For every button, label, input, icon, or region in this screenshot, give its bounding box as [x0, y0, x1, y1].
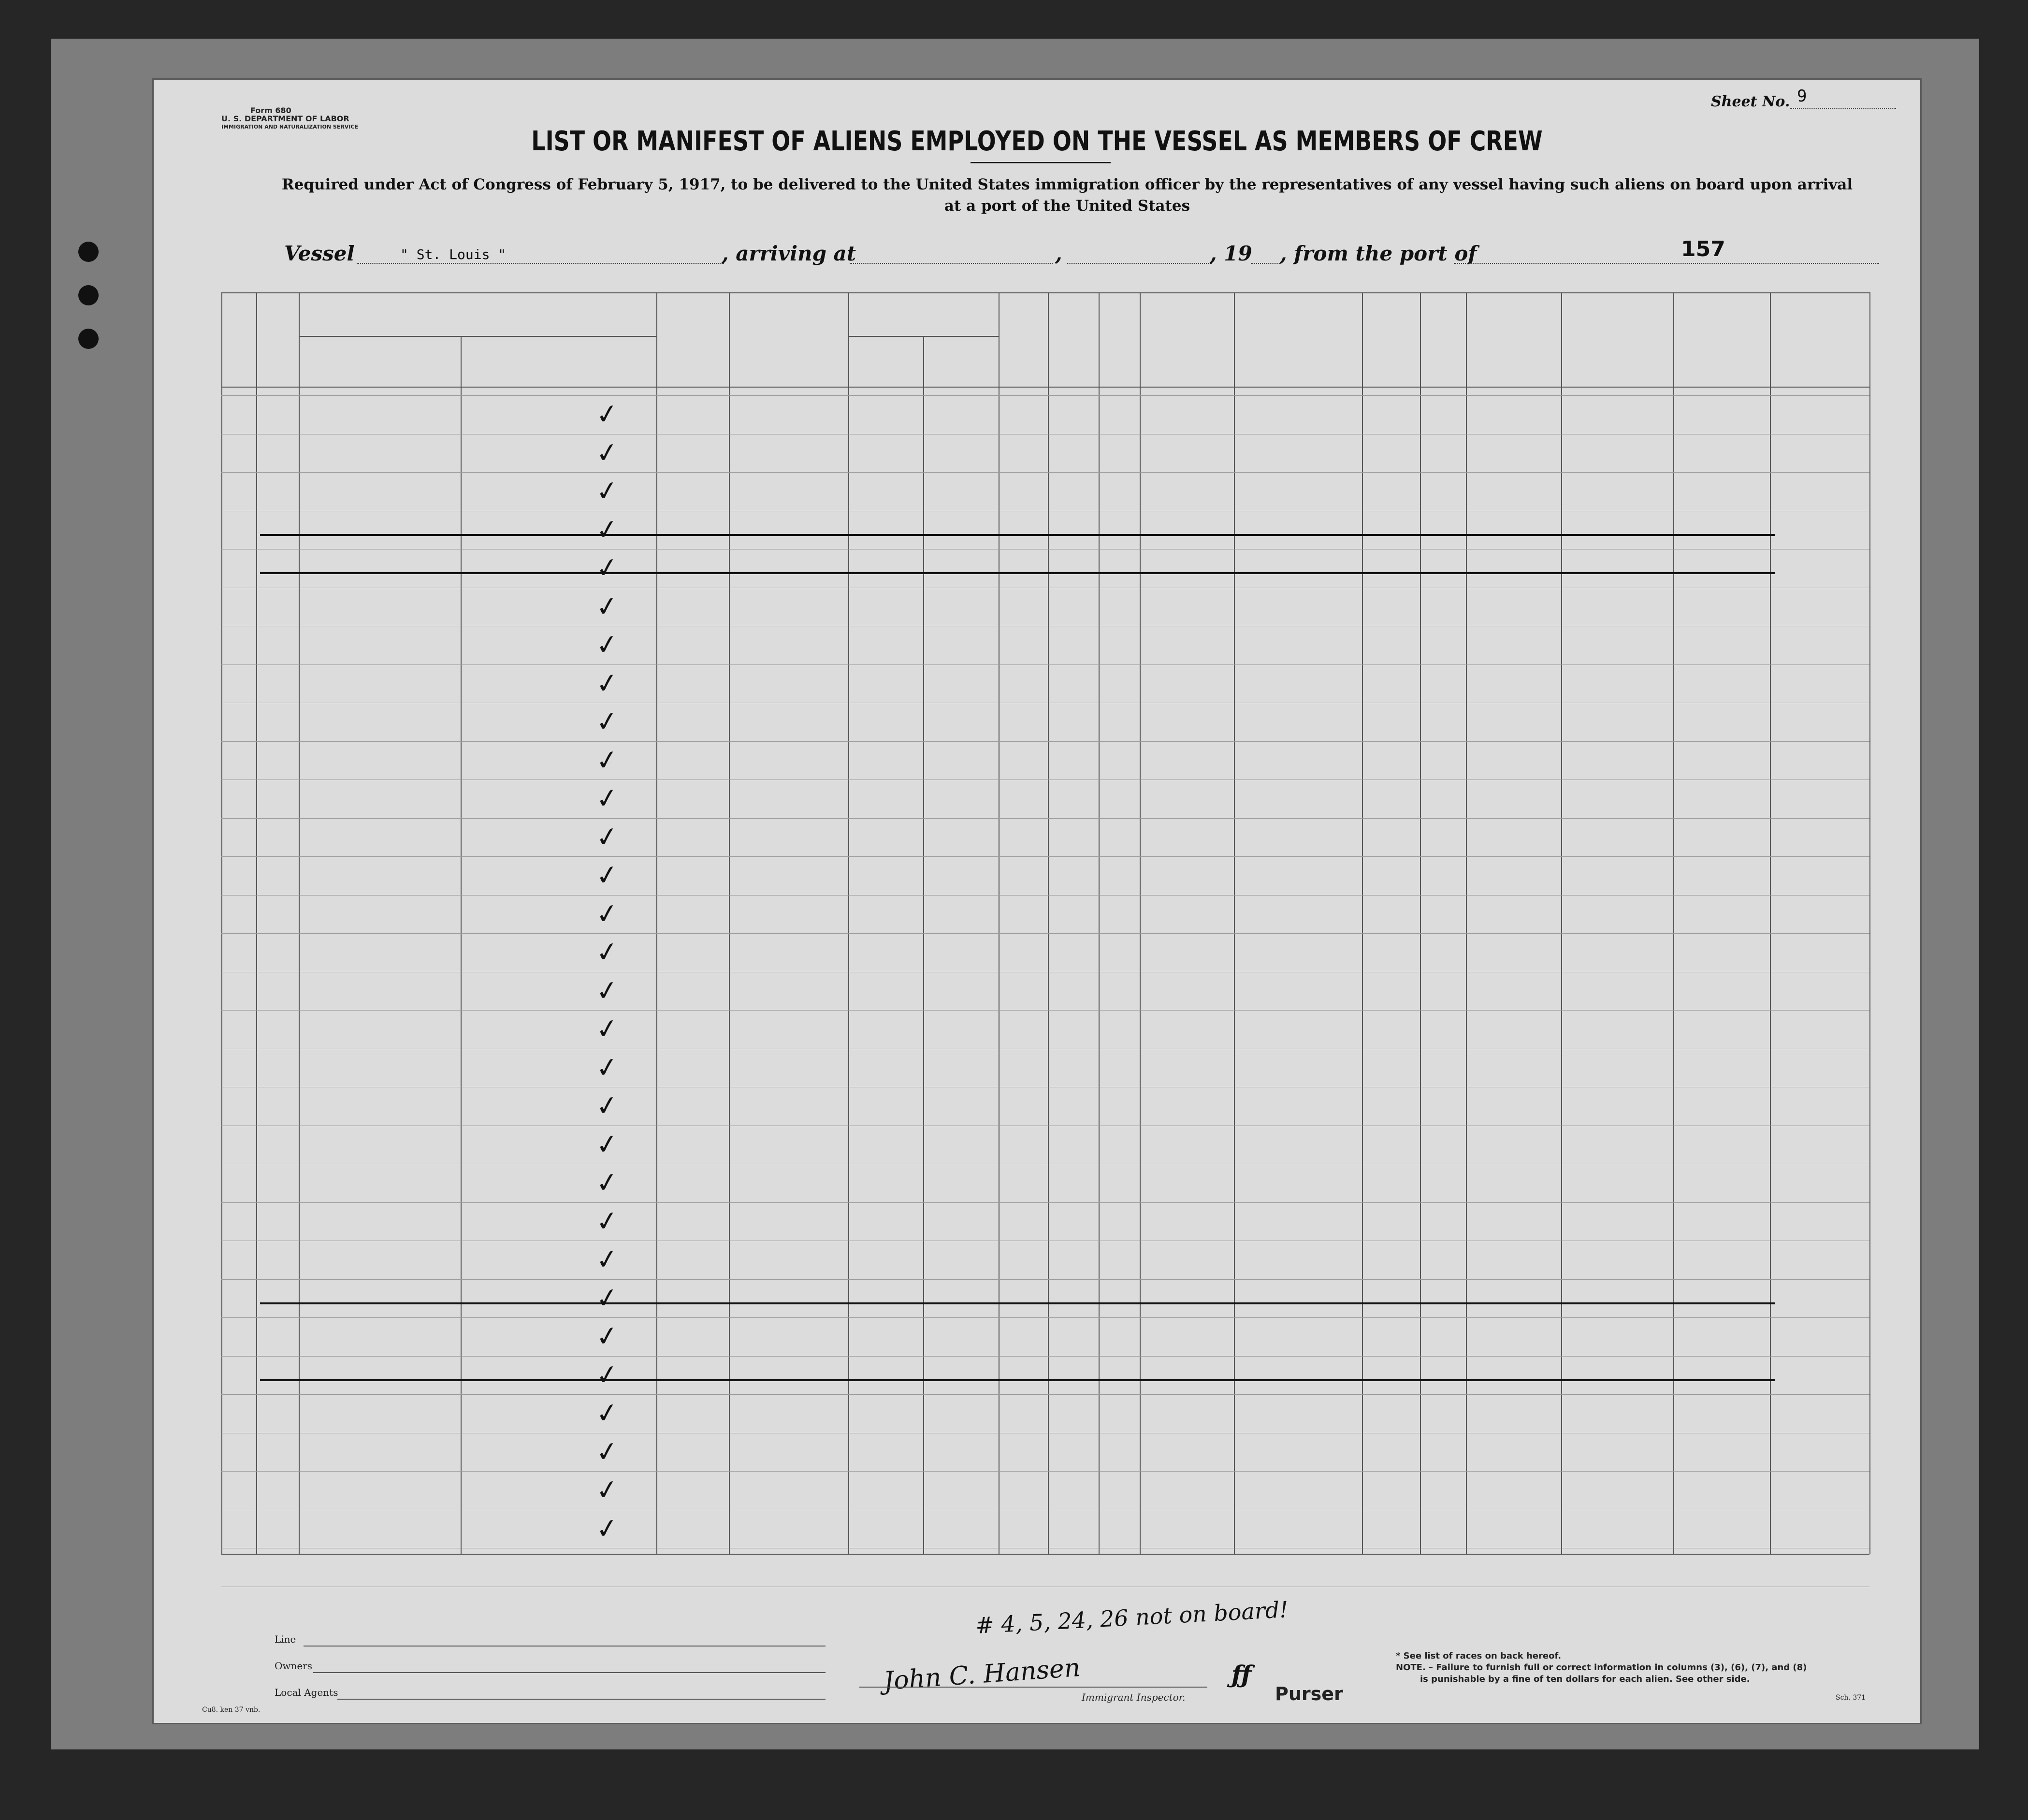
- column-divider: [256, 292, 257, 1554]
- year-label: , 19: [1210, 242, 1252, 265]
- port-label: , from the port of: [1280, 242, 1477, 265]
- owners-label: Owners: [275, 1660, 313, 1672]
- column-divider: [1099, 292, 1100, 1554]
- owners-field: [313, 1672, 826, 1673]
- check-mark-icon: ✓: [594, 551, 621, 585]
- subtitle-line-2: at a port of the United States: [944, 197, 1190, 215]
- check-mark-icon: ✓: [594, 1204, 621, 1239]
- manifest-title: LIST OR MANIFEST OF ALIENS EMPLOYED ON THE VESSEL AS MEMBERS OF CREW: [531, 126, 1543, 157]
- footnote-fine-1: NOTE. – Failure to furnish full or correct information in columns (3), (6), (7), and (8): [1396, 1662, 1807, 1673]
- check-mark-icon: ✓: [594, 397, 621, 432]
- check-mark-icon: ✓: [594, 1319, 621, 1354]
- check-mark-icon: ✓: [594, 1089, 621, 1123]
- column-divider: [1466, 292, 1467, 1554]
- strikethrough-line: [260, 534, 1775, 536]
- check-mark-icon: ✓: [594, 1358, 621, 1392]
- column-divider: [848, 292, 849, 1554]
- check-mark-icon: ✓: [594, 1473, 621, 1507]
- column-divider: [1048, 292, 1049, 1554]
- manifest-subtitle: [250, 174, 1884, 217]
- footnote-fine-2: is punishable by a fine of ten dollars for each alien. See other side.: [1420, 1674, 1750, 1684]
- ruled-line: [221, 818, 1869, 819]
- purser-signature-mark: ƒƒ: [1231, 1660, 1252, 1689]
- table-header-bottom: [221, 387, 1869, 388]
- inspector-signature-line: [859, 1687, 1207, 1688]
- column-divider: [999, 292, 1000, 1554]
- column-divider: [1234, 292, 1235, 1554]
- column-divider: [1561, 292, 1562, 1554]
- check-mark-icon: ✓: [594, 858, 621, 893]
- date-line: [1067, 263, 1212, 264]
- not-on-board-note: # 4, 5, 24, 26 not on board!: [975, 1596, 1289, 1639]
- form-number: Form 680: [250, 106, 291, 115]
- local-agents-field: [337, 1699, 826, 1700]
- purser-label: Purser: [1275, 1683, 1343, 1704]
- column-divider: [299, 292, 300, 1554]
- name-subheader-line: [299, 336, 656, 337]
- binder-hole: [78, 285, 99, 305]
- check-mark-icon: ✓: [594, 935, 621, 969]
- binder-hole: [78, 242, 99, 262]
- ruled-line: [221, 1356, 1869, 1357]
- vessel-label: Vessel: [284, 242, 355, 265]
- manifest-page: [154, 80, 1920, 1723]
- check-mark-icon: ✓: [594, 973, 621, 1008]
- check-mark-icon: ✓: [594, 435, 621, 470]
- column-divider: [1362, 292, 1363, 1554]
- column-divider: [461, 336, 462, 1554]
- check-mark-icon: ✓: [594, 781, 621, 816]
- ruled-line: [221, 472, 1869, 473]
- check-mark-icon: ✓: [594, 1012, 621, 1046]
- vessel-line: [284, 237, 1879, 266]
- check-mark-icon: ✓: [594, 1396, 621, 1430]
- vessel-name-line: [357, 263, 724, 264]
- check-mark-icon: ✓: [594, 666, 621, 701]
- check-mark-icon: ✓: [594, 1050, 621, 1085]
- check-mark-icon: ✓: [594, 1127, 621, 1162]
- check-mark-icon: ✓: [594, 1166, 621, 1200]
- ruled-line: [221, 895, 1869, 896]
- sheet-number-label: Sheet No.: [1711, 93, 1790, 110]
- check-mark-icon: ✓: [594, 1281, 621, 1315]
- arriving-line: [850, 263, 1053, 264]
- inspector-label: Immigrant Inspector.: [1082, 1691, 1186, 1703]
- ruled-line: [221, 856, 1869, 857]
- ruled-line: [221, 1317, 1869, 1318]
- arriving-label: , arriving at: [722, 242, 856, 265]
- vessel-name-value: " St. Louis ": [400, 246, 507, 262]
- ruled-line: [221, 933, 1869, 934]
- footnote-races: * See list of races on back hereof.: [1396, 1651, 1562, 1661]
- ruled-line: [221, 1202, 1869, 1203]
- ruled-line: [221, 1010, 1869, 1011]
- column-divider: [221, 292, 222, 1554]
- service-name: IMMIGRATION AND NATURALIZATION SERVICE: [221, 124, 359, 130]
- inspector-signature: John C. Hansen: [883, 1653, 1082, 1696]
- sheet-number-value: 9: [1797, 87, 1807, 106]
- check-mark-icon: ✓: [594, 512, 621, 547]
- check-mark-icon: ✓: [594, 896, 621, 931]
- year-line: [1251, 263, 1280, 264]
- schedule-code: Sch. 371: [1836, 1694, 1866, 1702]
- strikethrough-line: [260, 1302, 1775, 1304]
- strikethrough-line: [260, 1379, 1775, 1381]
- column-divider: [923, 336, 924, 1554]
- subtitle-line-1: Required under Act of Congress of February 5, 1917, to be delivered to the United States immigration officer by the representatives of any vessel having such aliens on board upon arrival: [281, 176, 1853, 193]
- column-divider: [1673, 292, 1674, 1554]
- column-divider: [1770, 292, 1771, 1554]
- strikethrough-line: [260, 572, 1775, 574]
- check-mark-icon: ✓: [594, 628, 621, 662]
- port-line: [1454, 263, 1879, 264]
- ruled-line: [221, 1471, 1869, 1472]
- ruled-line: [221, 664, 1869, 665]
- page-mark: 157: [1681, 237, 1725, 261]
- line-field: [304, 1646, 826, 1647]
- ruled-line: [221, 741, 1869, 742]
- check-mark-icon: ✓: [594, 1434, 621, 1469]
- ruled-line: [221, 1394, 1869, 1395]
- line-label: Line: [275, 1633, 296, 1645]
- column-divider: [656, 292, 657, 1554]
- column-divider: [1869, 292, 1870, 1554]
- check-mark-icon: ✓: [594, 1242, 621, 1277]
- column-divider: [729, 292, 730, 1554]
- local-agents-label: Local Agents: [275, 1687, 338, 1698]
- check-mark-icon: ✓: [594, 820, 621, 854]
- ruled-line: [221, 395, 1869, 396]
- print-code: Cu8. ken 37 vnb.: [202, 1706, 261, 1714]
- department-name: U. S. DEPARTMENT OF LABOR: [221, 114, 349, 123]
- binder-hole: [78, 329, 99, 349]
- table-bottom-border: [221, 1554, 1869, 1555]
- table-top-border: [221, 292, 1869, 293]
- title-underline: [971, 162, 1111, 163]
- column-divider: [1420, 292, 1421, 1554]
- check-mark-icon: ✓: [594, 743, 621, 778]
- column-divider: [1140, 292, 1141, 1554]
- check-mark-icon: ✓: [594, 589, 621, 624]
- check-mark-icon: ✓: [594, 705, 621, 739]
- date-comma: ,: [1055, 242, 1062, 265]
- check-mark-icon: ✓: [594, 1511, 621, 1546]
- check-mark-icon: ✓: [594, 474, 621, 508]
- sheet-number-line: [1790, 108, 1896, 109]
- ruled-line: [221, 1279, 1869, 1280]
